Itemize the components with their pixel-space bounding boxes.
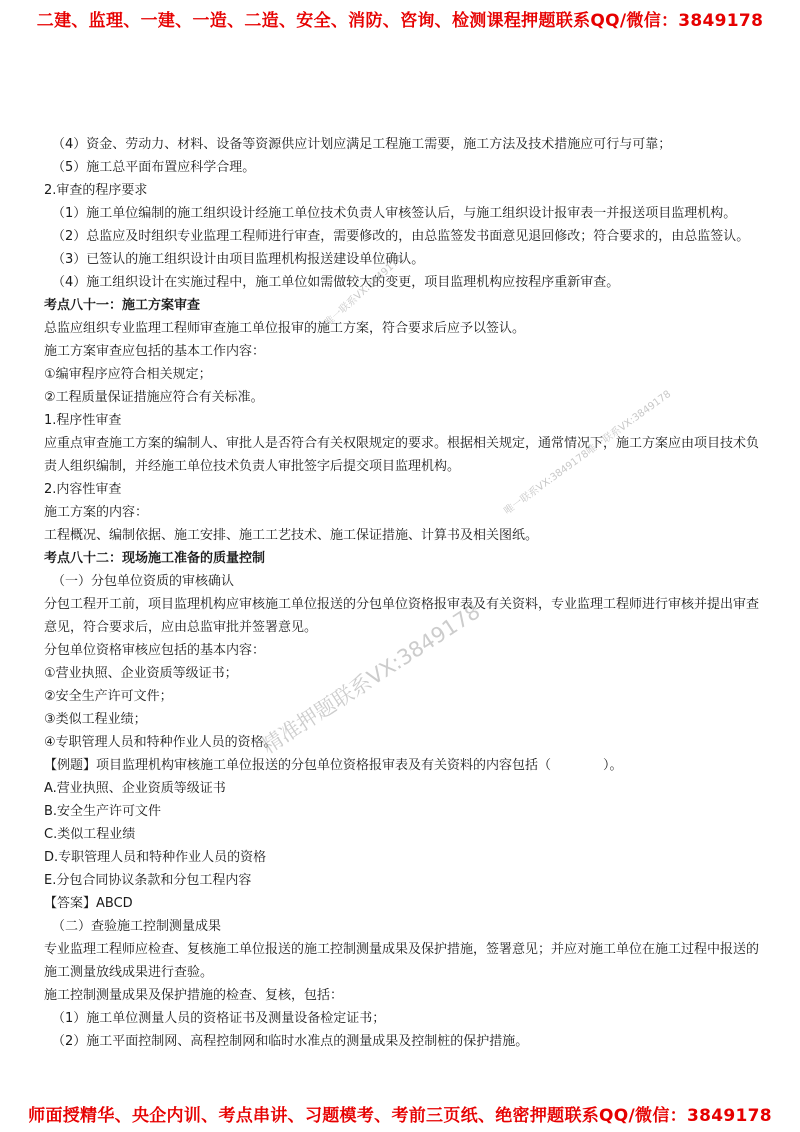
list-item: （1）施工单位编制的施工组织设计经施工单位技术负责人审核签认后，与施工组织设计报审表一并报送项目监理机构。 — [52, 206, 737, 221]
list-item: ④专职管理人员和特种作业人员的资格。 — [44, 735, 277, 750]
paragraph: 分包单位资格审核应包括的基本内容： — [44, 643, 266, 658]
watermark: 精准押题联系VX:3849178 — [257, 599, 485, 759]
document-body — [44, 133, 760, 1053]
bottom-banner: 师面授精华、央企内训、考点串讲、习题模考、考前三页纸、绝密押题联系QQ/微信：3849178 — [28, 1106, 772, 1126]
paragraph: 应重点审查施工方案的编制人、审批人是否符合有关权限规定的要求。根据相关规定，通常情况下，施工方案应由项目技术负责人组织编制，并经施工单位技术负责人审批签字后提交项目监理机构。 — [44, 436, 760, 474]
subsection-heading: （一）分包单位资质的审核确认 — [52, 574, 235, 589]
topic-heading: 考点八十二：现场施工准备的质量控制 — [44, 551, 266, 566]
list-item: （4）资金、劳动力、材料、设备等资源供应计划应满足工程施工需要，施工方法及技术措施应可行与可靠； — [52, 137, 672, 152]
watermark: 唯一联系VX:3849178 — [322, 252, 406, 330]
paragraph: 总监应组织专业监理工程师审查施工单位报审的施工方案，符合要求后应予以签认。 — [44, 321, 526, 336]
answer-option: C.类似工程业绩 — [44, 827, 136, 842]
top-banner: 二建、监理、一建、一造、二造、安全、消防、咨询、检测课程押题联系QQ/微信：3849178 — [36, 11, 764, 31]
list-item: ①营业执照、企业资质等级证书； — [44, 666, 238, 681]
subsection-heading: （二）查验施工控制测量成果 — [52, 919, 222, 934]
answer-key: 【答案】ABCD — [44, 896, 133, 911]
paragraph: 分包工程开工前，项目监理机构应审核施工单位报送的分包单位资格报审表及有关资料，专业监理工程师进行审核并提出审查意见，符合要求后，应由总监审批并签署意见。 — [44, 597, 760, 635]
answer-option: E.分包合同协议条款和分包工程内容 — [44, 873, 252, 888]
answer-option: A.营业执照、企业资质等级证书 — [44, 781, 226, 796]
list-item: ③类似工程业绩； — [44, 712, 147, 727]
list-item: ②安全生产许可文件； — [44, 689, 173, 704]
answer-option: B.安全生产许可文件 — [44, 804, 162, 819]
section-heading: 2.内容性审查 — [44, 482, 122, 497]
paragraph: 施工方案审查应包括的基本工作内容： — [44, 344, 266, 359]
list-item: （4）施工组织设计在实施过程中，施工单位如需做较大的变更，项目监理机构应按程序重新审查。 — [52, 275, 620, 290]
topic-heading: 考点八十一：施工方案审查 — [44, 298, 201, 313]
list-item: ②工程质量保证措施应符合有关标准。 — [44, 390, 264, 405]
answer-option: D.专职管理人员和特种作业人员的资格 — [44, 850, 267, 865]
section-heading: 2.审查的程序要求 — [44, 183, 148, 198]
list-item: （5）施工总平面布置应科学合理。 — [52, 160, 256, 175]
list-item: ①编审程序应符合相关规定； — [44, 367, 212, 382]
list-item: （3）已签认的施工组织设计由项目监理机构报送建设单位确认。 — [52, 252, 425, 267]
paragraph: 施工方案的内容： — [44, 505, 149, 520]
paragraph: 施工控制测量成果及保护措施的检查、复核，包括： — [44, 988, 344, 1003]
list-item: （1）施工单位测量人员的资格证书及测量设备检定证书； — [52, 1011, 386, 1026]
watermark: 唯一联系VX:3849178唯一联系VX:3849178 — [502, 388, 674, 518]
example-question: 【例题】项目监理机构审核施工单位报送的分包单位资格报审表及有关资料的内容包括（ ）。 — [44, 758, 623, 773]
paragraph: 工程概况、编制依据、施工安排、施工工艺技术、施工保证措施、计算书及相关图纸。 — [44, 528, 539, 543]
paragraph: 专业监理工程师应检查、复核施工单位报送的施工控制测量成果及保护措施，签署意见；并应对施工单位在施工过程中报送的施工测量放线成果进行查验。 — [44, 942, 760, 980]
list-item: （2）总监应及时组织专业监理工程师进行审查，需要修改的，由总监签发书面意见退回修改；符合要求的，由总监签认。 — [52, 229, 750, 244]
list-item: （2）施工平面控制网、高程控制网和临时水准点的测量成果及控制桩的保护措施。 — [52, 1034, 529, 1049]
section-heading: 1.程序性审查 — [44, 413, 122, 428]
